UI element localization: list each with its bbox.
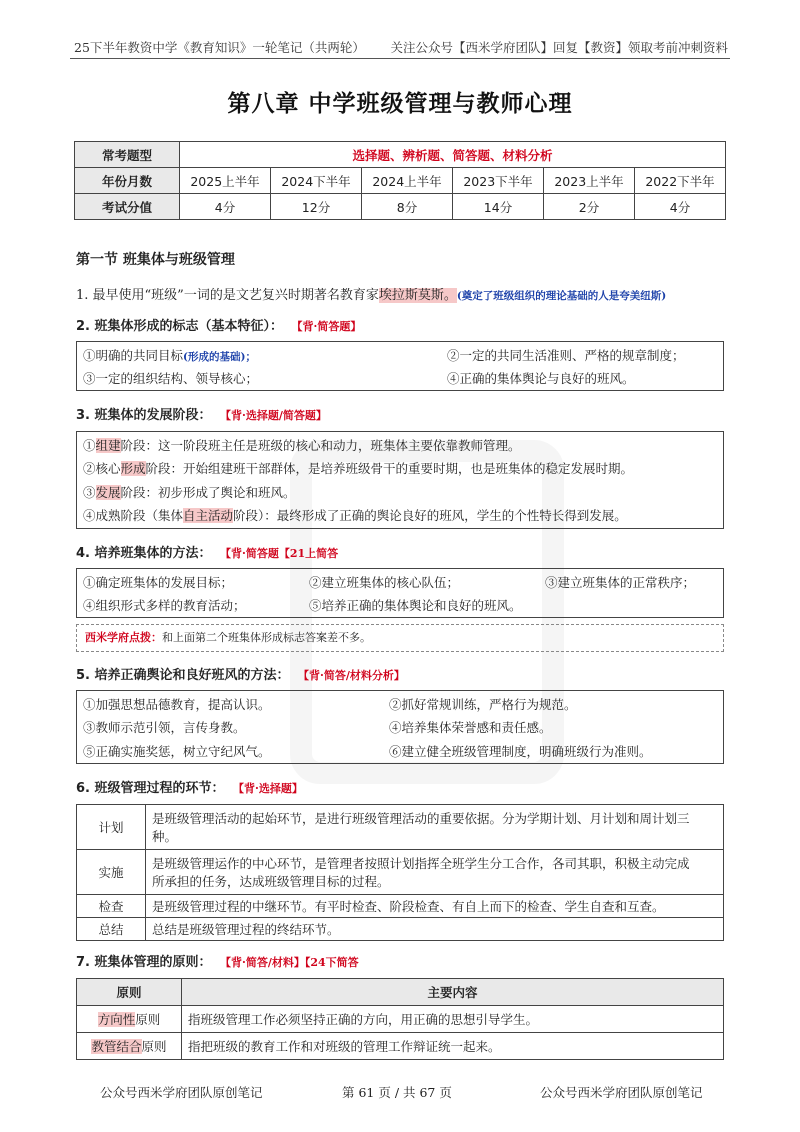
q1-name: 埃拉斯莫斯。 <box>378 288 457 303</box>
header-left: 25下半年教资中学《教育知识》一轮笔记（共两轮） <box>74 40 365 55</box>
table-row: 方向性原则 指班级管理工作必须坚持正确的方向，用正确的思想引导学生。 <box>77 1006 724 1033</box>
year-label: 年份月数 <box>75 168 180 194</box>
list-item: ④组织形式多样的教育活动； <box>83 598 246 613</box>
q7-title: 7. 班集体管理的原则： <box>76 955 212 970</box>
q7-heading <box>76 951 359 970</box>
q6-heading <box>76 777 303 796</box>
list-item: ①明确的共同目标(形成的基础)； <box>83 348 256 363</box>
q2-box <box>76 341 724 391</box>
q7-tag: 【背·简答/材料】【24下简答 <box>225 956 359 969</box>
list-item: ③一定的组织结构、领导核心； <box>83 371 259 386</box>
header-right: 关注公众号【西米学府团队】回复【教资】领取考前冲刺资料 <box>390 40 728 55</box>
question-type-label: 常考题型 <box>75 142 180 168</box>
list-item: ⑤正确实施奖惩，树立守纪风气。 <box>83 744 271 759</box>
q1-note: (奠定了班级组织的理论基础的人是夸美纽斯) <box>456 290 667 302</box>
q4-heading <box>76 542 338 561</box>
q1-line <box>76 284 666 303</box>
list-item: ⑤培养正确的集体舆论和良好的班风。 <box>309 598 522 613</box>
section-title: 第一节 班集体与班级管理 <box>76 252 235 268</box>
score-cell: 4分 <box>635 194 726 220</box>
year-cell: 2022下半年 <box>635 168 726 194</box>
table-row: 检查 是班级管理过程的中继环节。有平时检查、阶段检查、有自上而下的检查、学生自查和互查。 <box>77 895 724 918</box>
table-row: 原则 主要内容 <box>77 979 724 1006</box>
q3-heading <box>76 404 327 423</box>
table-row <box>75 194 726 220</box>
list-item: ③建立班集体的正常秩序； <box>545 575 696 590</box>
q3-box <box>76 431 724 529</box>
year-cell: 2025上半年 <box>180 168 271 194</box>
score-cell: 14分 <box>453 194 544 220</box>
table-row <box>75 168 726 194</box>
q1-text: 1. 最早使用“班级”一词的是文艺复兴时期著名教育家 <box>76 288 379 303</box>
list-item: ②抓好常规训练，严格行为规范。 <box>389 697 577 712</box>
q4-box <box>76 568 724 618</box>
q4-title: 4. 培养班集体的方法： <box>76 546 212 561</box>
score-cell: 12分 <box>271 194 362 220</box>
table-row: 总结 总结是班级管理过程的终结环节。 <box>77 918 724 941</box>
table-row: 实施 是班级管理运作的中心环节，是管理者按照计划指挥全班学生分工合作，各司其职，积极主动完成 所承担的任务，达成班级管理目标的过程。 <box>77 850 724 895</box>
q5-tag: 【背·简答/材料分析】 <box>303 669 405 682</box>
q2-title: 2. 班集体形成的标志（基本特征）： <box>76 319 284 334</box>
footer-left: 公众号西米学府团队原创笔记 <box>100 1085 263 1100</box>
list-item: ④正确的集体舆论与良好的班风。 <box>447 371 635 386</box>
list-item: ③教师示范引领，言传身教。 <box>83 720 246 735</box>
list-item: ④成熟阶段（集体自主活动阶段）：最终形成了正确的舆论良好的班风，学生的个性特长得到发展。 <box>83 508 627 523</box>
list-item: ①确定班集体的发展目标； <box>83 575 234 590</box>
page-title: 第八章 中学班级管理与教师心理 <box>227 91 573 117</box>
q3-title: 3. 班集体的发展阶段： <box>76 408 212 423</box>
year-cell: 2024上半年 <box>362 168 453 194</box>
table-row <box>75 142 726 168</box>
list-item: ①组建阶段：这一阶段班主任是班级的核心和动力，班集体主要依靠教师管理。 <box>83 438 521 453</box>
score-cell: 2分 <box>544 194 635 220</box>
tip-note <box>76 624 724 652</box>
year-cell: 2023上半年 <box>544 168 635 194</box>
year-cell: 2023下半年 <box>453 168 544 194</box>
list-item: ①加强思想品德教育，提高认识。 <box>83 697 271 712</box>
list-item: ②建立班集体的核心队伍； <box>309 575 460 590</box>
principles-table <box>76 978 724 1060</box>
q5-heading <box>76 664 405 683</box>
header-divider <box>70 58 730 59</box>
question-types: 选择题、辨析题、简答题、材料分析 <box>180 142 726 168</box>
q4-tag: 【背·简答题【21上简答 <box>225 547 339 560</box>
year-cell: 2024下半年 <box>271 168 362 194</box>
tip-text: 和上面第二个班集体形成标志答案差不多。 <box>162 631 371 644</box>
q6-tag: 【背·选择题】 <box>238 782 303 795</box>
page-number: 第 61 页 / 共 67 页 <box>342 1085 452 1100</box>
q2-tag: 【背·简答题】 <box>297 320 362 333</box>
list-item: ③发展阶段：初步形成了舆论和班风。 <box>83 485 296 500</box>
q5-title: 5. 培养正确舆论和良好班风的方法： <box>76 668 290 683</box>
list-item: ④培养集体荣誉感和责任感。 <box>389 720 552 735</box>
score-cell: 8分 <box>362 194 453 220</box>
tip-label: 西米学府点拨： <box>85 631 162 644</box>
list-item: ⑥建立健全班级管理制度，明确班级行为准则。 <box>389 744 652 759</box>
score-cell: 4分 <box>180 194 271 220</box>
q6-title: 6. 班级管理过程的环节： <box>76 781 225 796</box>
q3-tag: 【背·选择题/简答题】 <box>225 409 327 422</box>
table-row: 计划 是班级管理活动的起始环节，是进行班级管理活动的重要依据。分为学期计划、月计划和周计划三 种。 <box>77 805 724 850</box>
exam-info-table <box>74 141 726 220</box>
footer-right: 公众号西米学府团队原创笔记 <box>540 1085 703 1100</box>
table-row: 教管结合原则 指把班级的教育工作和对班级的管理工作辩证统一起来。 <box>77 1033 724 1060</box>
q5-box <box>76 690 724 764</box>
management-process-table <box>76 804 724 941</box>
list-item: ②核心形成阶段：开始组建班干部群体，是培养班级骨干的重要时期，也是班集体的稳定发展时期。 <box>83 461 634 476</box>
score-label: 考试分值 <box>75 194 180 220</box>
q2-heading <box>76 315 361 334</box>
list-item: ②一定的共同生活准则、严格的规章制度； <box>447 348 685 363</box>
